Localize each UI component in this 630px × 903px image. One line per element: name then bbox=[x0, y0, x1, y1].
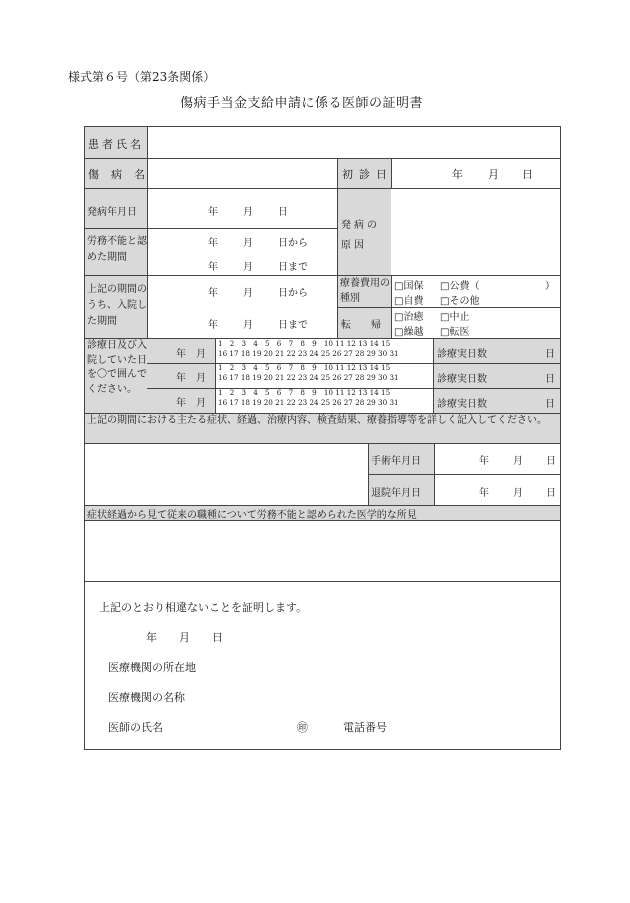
hospital-period-label: 上記の期間のうち、入院した期間 bbox=[87, 284, 147, 327]
patient-name-label: 患者氏名 bbox=[88, 138, 144, 151]
hospital-from-month: 月 bbox=[243, 288, 253, 299]
hospital-until-suffix: 日まで bbox=[278, 320, 308, 331]
unable-until-year: 年 bbox=[208, 262, 218, 273]
checkbox-cured[interactable]: □治癒 bbox=[394, 312, 424, 323]
first-visit-month: 月 bbox=[488, 168, 499, 181]
symptoms-label: 上記の期間における主たる症状、経過、治療内容、検査結果、療養指導等を詳しく記入してください。 bbox=[87, 415, 547, 426]
checkbox-jihi[interactable]: □自費 bbox=[394, 296, 424, 307]
medical-opinion-field[interactable] bbox=[86, 521, 559, 580]
form-number: 様式第６号（第23条関係） bbox=[68, 70, 216, 84]
calendar-row-1b[interactable]: 16 17 18 19 20 21 22 23 24 25 26 27 28 29 30 31 bbox=[218, 349, 399, 358]
discharge-year: 年 bbox=[479, 488, 489, 499]
surgery-year: 年 bbox=[479, 456, 489, 467]
onset-day: 日 bbox=[278, 207, 288, 218]
treatment-days-label: 診療日及び入院していた日を〇で囲んでください。 bbox=[87, 340, 147, 395]
first-visit-year: 年 bbox=[452, 168, 463, 181]
discharge-day: 日 bbox=[546, 488, 556, 499]
patient-name-field[interactable] bbox=[149, 128, 559, 157]
onset-month: 月 bbox=[243, 207, 253, 218]
checkbox-stopped[interactable]: □中止 bbox=[440, 312, 470, 323]
calendar-row-2b[interactable]: 16 17 18 19 20 21 22 23 24 25 26 27 28 29 30 31 bbox=[218, 373, 399, 382]
checkbox-other[interactable]: □その他 bbox=[440, 296, 480, 307]
surgery-date-label: 手術年月日 bbox=[371, 456, 421, 467]
institution-address-label: 医療機関の所在地 bbox=[108, 661, 196, 674]
unable-until-month: 月 bbox=[243, 262, 253, 273]
cert-date[interactable]: 年 月 日 bbox=[146, 631, 223, 644]
unable-from-month: 月 bbox=[243, 238, 253, 249]
actual-days-unit-1: 日 bbox=[545, 349, 555, 360]
actual-days-label-2: 診療実日数 bbox=[437, 374, 487, 385]
medical-opinion-label: 症状経過から見て従来の職種について労務不能と認められた医学的な所見 bbox=[87, 510, 417, 521]
medical-cost-label: 療養費用の種別 bbox=[340, 278, 390, 304]
actual-days-unit-3: 日 bbox=[545, 399, 555, 410]
surgery-month: 月 bbox=[513, 456, 523, 467]
actual-days-label-1: 診療実日数 bbox=[437, 349, 487, 360]
treatment-month-1[interactable]: 年 月 bbox=[176, 349, 206, 360]
calendar-row-3b[interactable]: 16 17 18 19 20 21 22 23 24 25 26 27 28 29 30 31 bbox=[218, 398, 399, 407]
first-visit-label: 初診日 bbox=[342, 168, 393, 181]
illness-name-label: 傷病名 bbox=[88, 168, 157, 181]
hospital-from-year: 年 bbox=[208, 288, 218, 299]
kohi-close: ） bbox=[545, 281, 555, 292]
hospital-until-month: 月 bbox=[243, 320, 253, 331]
page-title: 傷病手当金支給申請に係る医師の証明書 bbox=[180, 96, 424, 111]
hospital-until-year: 年 bbox=[208, 320, 218, 331]
hospital-from-suffix: 日から bbox=[278, 288, 308, 299]
unable-until-suffix: 日まで bbox=[278, 262, 308, 273]
checkbox-transfer[interactable]: □転医 bbox=[440, 327, 470, 338]
doctor-name-label: 医師の氏名 bbox=[108, 721, 163, 734]
calendar-row-3a[interactable]: 1 2 3 4 5 6 7 8 9 10 11 12 13 14 15 bbox=[218, 388, 391, 397]
discharge-date-label: 退院年月日 bbox=[371, 488, 421, 499]
onset-cause-label: 発病の原因 bbox=[341, 220, 380, 251]
seal-mark: ㊞ bbox=[297, 721, 308, 734]
onset-cause-field[interactable] bbox=[392, 189, 559, 274]
unable-from-year: 年 bbox=[208, 238, 218, 249]
calendar-row-2a[interactable]: 1 2 3 4 5 6 7 8 9 10 11 12 13 14 15 bbox=[218, 363, 391, 372]
actual-days-unit-2: 日 bbox=[545, 374, 555, 385]
checkbox-carried[interactable]: □繰越 bbox=[394, 327, 424, 338]
unable-work-label: 労務不能と認めた期間 bbox=[87, 236, 147, 263]
illness-name-field[interactable] bbox=[149, 159, 336, 187]
phone-label: 電話番号 bbox=[343, 721, 387, 734]
outcome-label: 転帰 bbox=[341, 320, 401, 331]
checkbox-kohi[interactable]: □公費（ bbox=[440, 281, 480, 292]
calendar-row-1a[interactable]: 1 2 3 4 5 6 7 8 9 10 11 12 13 14 15 bbox=[218, 339, 391, 348]
certify-text: 上記のとおり相違ないことを証明します。 bbox=[99, 601, 308, 614]
symptoms-field[interactable] bbox=[86, 444, 367, 504]
first-visit-day: 日 bbox=[522, 168, 533, 181]
surgery-day: 日 bbox=[546, 456, 556, 467]
onset-year: 年 bbox=[208, 207, 218, 218]
checkbox-kokuho[interactable]: □国保 bbox=[394, 281, 424, 292]
unable-from-suffix: 日から bbox=[278, 238, 308, 249]
treatment-month-2[interactable]: 年 月 bbox=[176, 373, 206, 384]
institution-name-label: 医療機関の名称 bbox=[108, 691, 185, 704]
actual-days-label-3: 診療実日数 bbox=[437, 399, 487, 410]
treatment-month-3[interactable]: 年 月 bbox=[176, 398, 206, 409]
discharge-month: 月 bbox=[513, 488, 523, 499]
onset-date-label: 発病年月日 bbox=[87, 207, 137, 218]
